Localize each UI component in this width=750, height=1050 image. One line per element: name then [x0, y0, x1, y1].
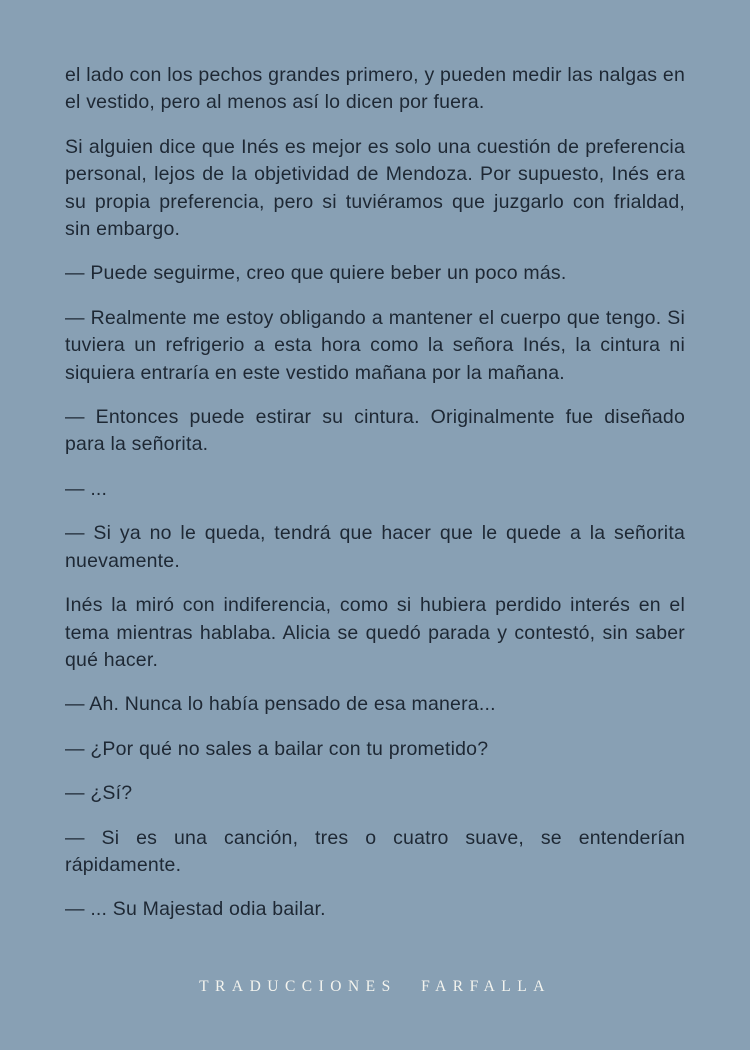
- paragraph: el lado con los pechos grandes primero, y pueden medir las nalgas en el vestido, pero al menos así lo dicen por fuera.: [65, 64, 685, 114]
- paragraph: — ¿Por qué no sales a bailar con tu prometido?: [65, 737, 489, 760]
- paragraph: — Puede seguirme, creo que quiere beber un poco más.: [65, 262, 567, 285]
- body-text: [65, 62, 685, 924]
- paragraph: — ...: [65, 477, 108, 500]
- paragraph: — Si es una canción, tres o cuatro suave, se entenderían rápidamente.: [65, 826, 685, 876]
- paragraph: — Realmente me estoy obligando a mantener el cuerpo que tengo. Si tuviera un refrigerio a esta hora como la señora Inés, la cintura ni siquiera entraría en este vestido mañana por la mañana.: [65, 306, 685, 384]
- paragraph: Si alguien dice que Inés es mejor es solo una cuestión de preferencia personal, lejos de la objetividad de Mendoza. Por supuesto, Inés era su propia preferencia, pero si tuviéramos que juzgarlo con frialdad, sin embargo.: [65, 135, 685, 241]
- paragraph: — ¿Sí?: [65, 782, 133, 805]
- paragraph: Inés la miró con indiferencia, como si hubiera perdido interés en el tema mientras hablaba. Alicia se quedó parada y contestó, sin saber qué hacer.: [65, 594, 685, 671]
- paragraph: — ... Su Majestad odia bailar.: [65, 898, 326, 921]
- footer-credit: TRADUCCIONES FARFALLA: [199, 978, 551, 995]
- paragraph: — Ah. Nunca lo había pensado de esa manera...: [65, 693, 496, 716]
- paragraph: — Entonces puede estirar su cintura. Originalmente fue diseñado para la señorita.: [65, 406, 685, 456]
- paragraph: — Si ya no le queda, tendrá que hacer que le quede a la señorita nuevamente.: [65, 522, 685, 572]
